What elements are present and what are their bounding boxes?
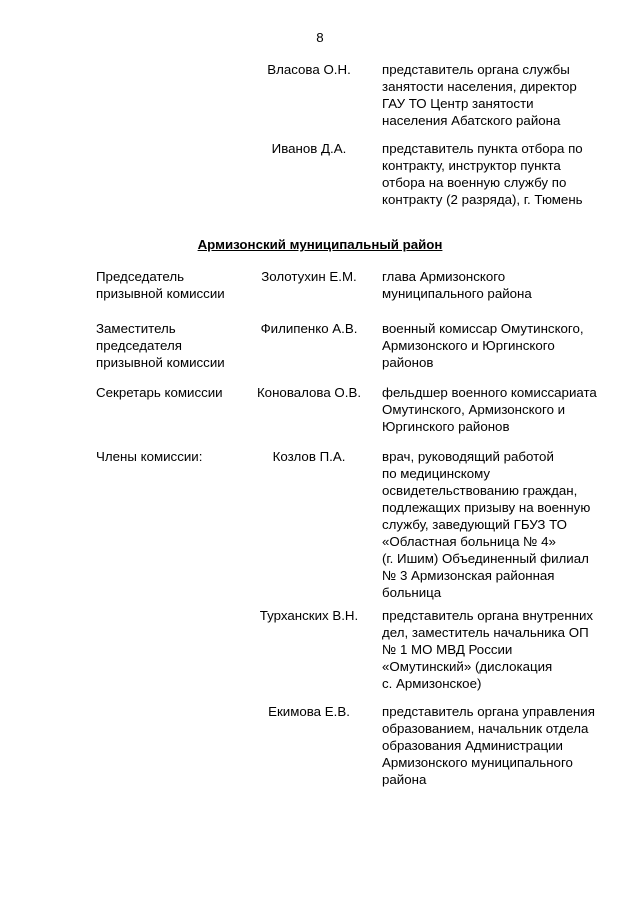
member-description: врач, руководящий работой по медицинскому освидетельствованию граждан, подлежащих призыву на военную службу, заведующий ГБУЗ ТО «Областная больница № 4» (г. Ишим) Объединенный филиал № 3 Армизонская районная больница: [382, 449, 591, 600]
member-name: Золотухин Е.М.: [261, 269, 357, 284]
commission-role: Члены комиссии:: [96, 449, 203, 464]
member-description: представитель органа внутренних дел, заместитель начальника ОП № 1 МО МВД России «Омутинский» (дислокация с. Армизонское): [382, 608, 594, 691]
member-name: Козлов П.А.: [272, 449, 346, 464]
member-name: Екимова Е.В.: [268, 704, 350, 719]
member-name: Коновалова О.В.: [256, 385, 362, 400]
member-description: фельдшер военного комиссариата Омутинского, Армизонского и Юргинского районов: [382, 385, 597, 434]
commission-role: Председатель призывной комиссии: [96, 269, 225, 301]
section-title: Армизонский муниципальный район: [197, 237, 443, 252]
member-name: Иванов Д.А.: [271, 141, 347, 156]
member-description: представитель органа службы занятости населения, директор ГАУ ТО Центр занятости населения Абатского района: [382, 62, 577, 128]
member-description: военный комиссар Омутинского, Армизонского и Юргинского районов: [382, 321, 584, 370]
member-description: глава Армизонского муниципального района: [382, 269, 532, 301]
commission-role: Секретарь комиссии: [96, 385, 223, 400]
member-name: Турханских В.Н.: [259, 608, 359, 623]
member-description: представитель пункта отбора по контракту, инструктор пункта отбора на военную службу по контракту (2 разряда), г. Тюмень: [382, 141, 583, 207]
member-description: представитель органа управления образованием, начальник отдела образования Администрации Армизонского муниципального района: [382, 704, 595, 787]
member-name: Власова О.Н.: [267, 62, 351, 77]
member-name: Филипенко А.В.: [260, 321, 358, 336]
commission-role: Заместитель председателя призывной комиссии: [96, 321, 225, 370]
page-number: 8: [316, 30, 324, 45]
